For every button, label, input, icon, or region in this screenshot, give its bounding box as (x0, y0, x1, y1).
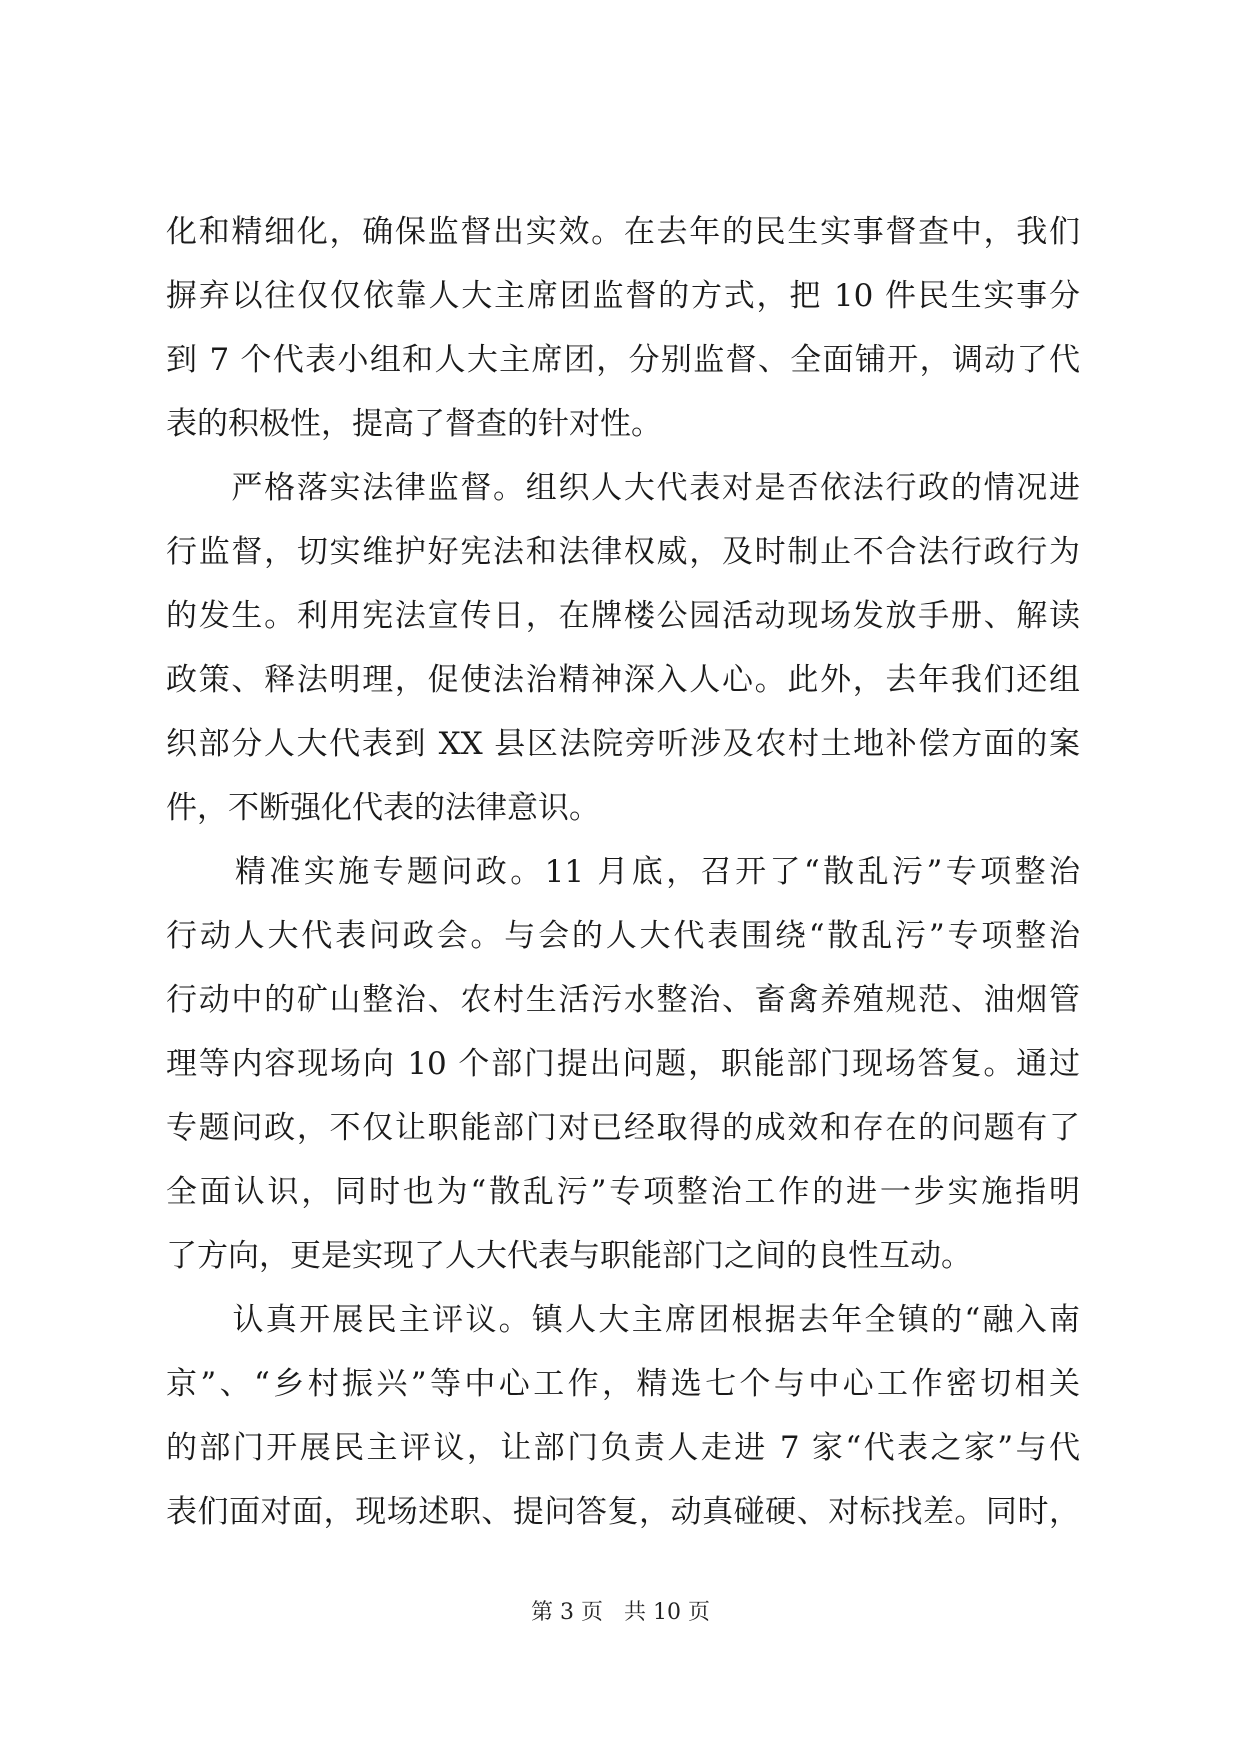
text-line: 摒弃以往仅仅依靠人大主席团监督的方式，把 10 件民生实事分 (166, 278, 1080, 314)
text-line: 表们面对面，现场述职、提问答复，动真碰硬、对标找差。同时， (166, 1494, 1080, 1530)
text-line: 的部门开展民主评议，让部门负责人走进 7 家“代表之家”与代 (166, 1430, 1080, 1466)
body-text (166, 200, 1080, 1544)
text-line: 政策、释法明理，促使法治精神深入人心。此外，去年我们还组 (166, 662, 1080, 698)
text-line: 京”、“乡村振兴”等中心工作，精选七个与中心工作密切相关 (166, 1366, 1080, 1402)
text-line: 行动中的矿山整治、农村生活污水整治、畜禽养殖规范、油烟管 (166, 982, 1080, 1018)
text-line: 专题问政，不仅让职能部门对已经取得的成效和存在的问题有了 (166, 1110, 1080, 1146)
text-line: 的发生。利用宪法宣传日，在牌楼公园活动现场发放手册、解读 (166, 598, 1080, 634)
text-line: 理等内容现场向 10 个部门提出问题，职能部门现场答复。通过 (166, 1046, 1080, 1082)
text-line: 化和精细化，确保监督出实效。在去年的民生实事督查中，我们 (166, 214, 1080, 250)
text-line: 全面认识，同时也为“散乱污”专项整治工作的进一步实施指明 (166, 1174, 1080, 1210)
text-line: 严格落实法律监督。组织人大代表对是否依法行政的情况进 (166, 470, 1080, 506)
page-total: 共 10 页 (624, 1600, 710, 1625)
text-line: 行监督，切实维护好宪法和法律权威，及时制止不合法行政行为 (166, 534, 1080, 570)
text-line: 精准实施专题问政。11 月底，召开了“散乱污”专项整治 (166, 854, 1080, 890)
page-number: 第 3 页 (531, 1600, 603, 1625)
text-line: 了方向，更是实现了人大代表与职能部门之间的良性互动。 (166, 1238, 972, 1274)
text-line: 件，不断强化代表的法律意识。 (166, 790, 600, 826)
text-line: 认真开展民主评议。镇人大主席团根据去年全镇的“融入南 (166, 1302, 1080, 1338)
text-line: 表的积极性，提高了督查的针对性。 (166, 406, 662, 442)
text-line: 织部分人大代表到 XX 县区法院旁听涉及农村土地补偿方面的案 (166, 726, 1080, 762)
page-footer (0, 1598, 1241, 1628)
text-line: 行动人大代表问政会。与会的人大代表围绕“散乱污”专项整治 (166, 918, 1080, 954)
text-line: 到 7 个代表小组和人大主席团，分别监督、全面铺开，调动了代 (166, 342, 1080, 378)
